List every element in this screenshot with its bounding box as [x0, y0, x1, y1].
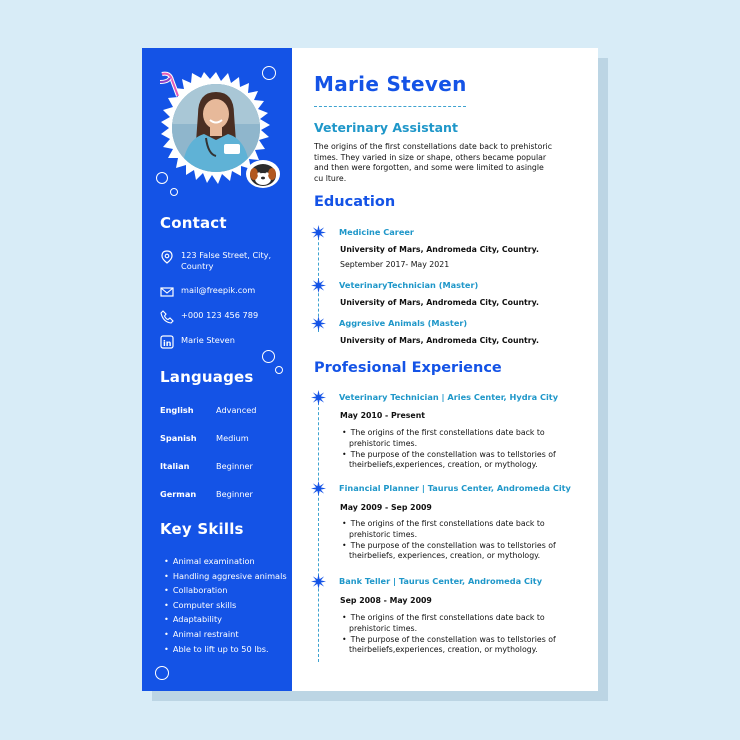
- list-item: • The purpose of the constellation was to tellstories of theirbeliefs,experiences, creation, or mythology.: [340, 635, 572, 657]
- list-item: • The origins of the first constellations date back to prehistoric times.: [340, 613, 572, 635]
- contact-email: [160, 285, 255, 299]
- contact-address: [160, 250, 277, 272]
- experience-title: Financial Planner | Taurus Center, Andromeda City: [339, 483, 571, 493]
- experience-title: Bank Teller | Taurus Center, Andromeda City: [339, 576, 543, 586]
- star-bullet-icon: [311, 481, 326, 496]
- bubble-decoration: [170, 188, 178, 196]
- language-level: Advanced: [216, 405, 257, 415]
- star-bullet-icon: [311, 225, 326, 240]
- experience-title: Veterinary Technician | Aries Center, Hydra City: [339, 392, 559, 402]
- linkedin-text[interactable]: Marie Steven: [181, 335, 235, 345]
- list-item: • The origins of the first constellations date back to prehistoric times.: [340, 428, 572, 450]
- skills-heading: Key Skills: [160, 520, 244, 538]
- bubble-decoration: [262, 350, 275, 363]
- education-school: University of Mars, Andromeda City, Country.: [340, 298, 539, 307]
- job-role: Veterinary Assistant: [314, 120, 458, 135]
- list-item: • Animal examination: [164, 554, 287, 569]
- language-name: Italian: [160, 461, 190, 471]
- education-title: Aggresive Animals (Master): [339, 318, 468, 328]
- language-name: English: [160, 405, 194, 415]
- email-text[interactable]: mail@freepik.com: [181, 285, 256, 295]
- sidebar: [142, 48, 292, 691]
- page-title: Marie Steven: [314, 72, 467, 96]
- bubble-decoration: [155, 666, 169, 680]
- svg-text:in: in: [163, 339, 172, 348]
- list-item: • The purpose of the constellation was to tellstories of theirbeliefs,experiences, creation, or mythology.: [340, 450, 572, 472]
- experience-bullets: [340, 519, 572, 562]
- bubble-decoration: [156, 172, 168, 184]
- intro-text: The origins of the first constellations date back to prehistoric times. They varied in size or shape, others became popular and then were forgotten, and some were limited to asingle cu lture.: [314, 142, 553, 183]
- education-heading: Education: [314, 194, 396, 210]
- skills-list: [164, 554, 287, 656]
- education-dates: September 2017- May 2021: [340, 260, 450, 269]
- list-item: • Able to lift up to 50 lbs.: [164, 642, 287, 657]
- language-level: Beginner: [216, 461, 253, 471]
- list-item: • Handling aggresive animals: [164, 569, 287, 584]
- profile-photo-frame: [160, 72, 272, 184]
- contact-linkedin: [160, 335, 235, 349]
- star-bullet-icon: [311, 390, 326, 405]
- phone-text: +000 123 456 789: [181, 310, 259, 320]
- experience-bullets: [340, 613, 572, 656]
- education-title: VeterinaryTechnician (Master): [339, 280, 479, 290]
- linkedin-icon: [160, 335, 174, 349]
- bubble-decoration: [262, 66, 276, 80]
- tooth-pliers-icon: [156, 70, 184, 100]
- experience-dates: Sep 2008 - May 2009: [340, 596, 432, 605]
- education-title: Medicine Career: [339, 227, 414, 237]
- bubble-decoration: [275, 366, 283, 374]
- language-row: [160, 489, 253, 499]
- star-bullet-icon: [311, 316, 326, 331]
- puppy-sticker-icon: [244, 156, 282, 190]
- languages-heading: Languages: [160, 368, 254, 386]
- contact-phone: [160, 310, 258, 324]
- language-level: Medium: [216, 433, 249, 443]
- contact-heading: Contact: [160, 214, 227, 232]
- language-row: [160, 433, 249, 443]
- resume-sheet: [142, 48, 598, 691]
- language-name: Spanish: [160, 433, 197, 443]
- location-pin-icon: [160, 250, 174, 264]
- list-item: • Adaptability: [164, 612, 287, 627]
- list-item: • Computer skills: [164, 598, 287, 613]
- list-item: • The origins of the first constellations date back to prehistoric times.: [340, 519, 572, 541]
- language-row: [160, 405, 256, 415]
- star-bullet-icon: [311, 278, 326, 293]
- address-text: 123 False Street, City, Country: [181, 250, 272, 271]
- language-name: German: [160, 489, 197, 499]
- language-row: [160, 461, 253, 471]
- list-item: • The purpose of the constellation was to tellstories of theirbeliefs, experiences, creation, or mythology.: [340, 541, 572, 563]
- experience-dates: May 2009 - Sep 2009: [340, 503, 432, 512]
- experience-dates: May 2010 - Present: [340, 411, 425, 420]
- list-item: • Collaboration: [164, 583, 287, 598]
- language-level: Beginner: [216, 489, 253, 499]
- list-item: • Animal restraint: [164, 627, 287, 642]
- phone-icon: [160, 310, 174, 324]
- experience-heading: Profesional Experience: [314, 360, 502, 376]
- divider: [314, 106, 466, 107]
- experience-timeline: [318, 392, 319, 662]
- star-bullet-icon: [311, 574, 326, 589]
- education-school: University of Mars, Andromeda City, Country.: [340, 245, 539, 254]
- education-school: University of Mars, Andromeda City, Country.: [340, 336, 539, 345]
- mail-icon: [160, 285, 174, 299]
- experience-bullets: [340, 428, 572, 471]
- main-column: [292, 48, 598, 691]
